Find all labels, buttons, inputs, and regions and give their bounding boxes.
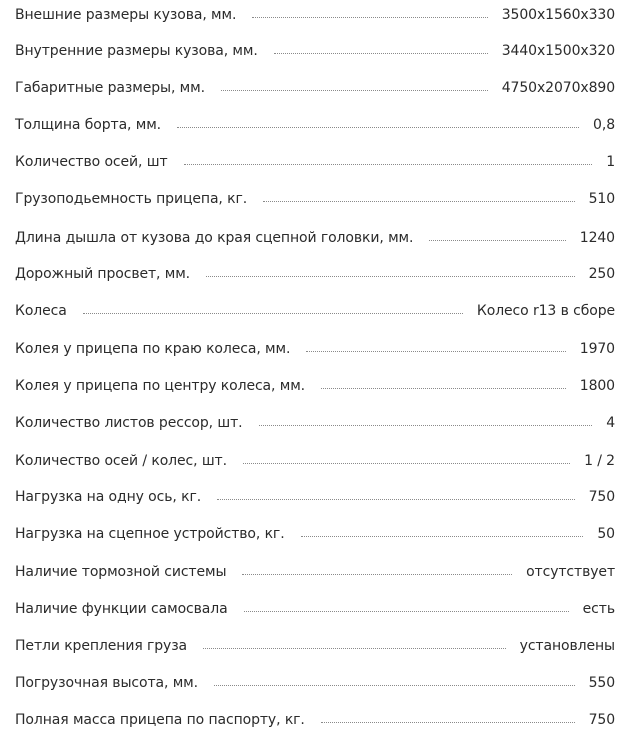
spec-value: 1240 [579,230,615,246]
spec-value: 1970 [579,341,615,357]
spec-row-payload-capacity [15,188,615,210]
spec-row-brake-system [15,561,615,583]
spec-label: Нагрузка на одну ось, кг. [15,489,202,505]
spec-label: Нагрузка на сцепное устройство, кг. [15,526,285,542]
spec-value: 1 / 2 [584,453,615,469]
dotted-leader [263,200,574,202]
spec-label: Дорожный просвет, мм. [15,266,191,282]
spec-row-outer-body-dimensions [15,4,615,26]
dotted-leader [429,239,565,241]
spec-row-spring-leaves [15,412,615,434]
spec-label: Количество листов рессор, шт. [15,415,243,431]
spec-label: Колея у прицепа по центру колеса, мм. [15,378,306,394]
spec-label: Колеса [15,303,67,319]
spec-value: есть [582,601,615,617]
dotted-leader [203,647,506,649]
spec-value: 750 [588,489,615,505]
spec-row-overall-dimensions [15,77,615,99]
spec-value: 1 [606,154,615,170]
spec-value: 750 [588,712,615,728]
dotted-leader [301,535,584,537]
dotted-leader [242,573,512,575]
spec-value: 3440х1500х320 [501,43,615,59]
spec-value: 50 [597,526,615,542]
spec-row-drawbar-length [15,227,615,249]
dotted-leader [274,52,488,54]
dotted-leader [243,462,570,464]
dotted-leader [259,424,593,426]
spec-value: 3500х1560х330 [501,7,615,23]
spec-value: 4 [606,415,615,431]
spec-row-axles-wheels [15,450,615,472]
spec-value: установлены [519,638,615,654]
spec-label: Погрузочная высота, мм. [15,675,198,691]
dotted-leader [321,387,566,389]
spec-label: Габаритные размеры, мм. [15,80,205,96]
spec-row-track-wheel-edge [15,338,615,360]
dotted-leader [252,16,487,18]
dotted-leader [206,275,575,277]
spec-label: Количество осей / колес, шт. [15,453,227,469]
spec-label: Внутренние размеры кузова, мм. [15,43,258,59]
spec-label: Петли крепления груза [15,638,188,654]
spec-row-cargo-loops [15,635,615,657]
dotted-leader [177,126,579,128]
spec-label: Количество осей, шт [15,154,168,170]
dotted-leader [306,350,565,352]
spec-row-coupling-load [15,523,615,545]
spec-row-axle-load [15,486,615,508]
spec-row-track-wheel-center [15,375,615,397]
spec-label: Наличие функции самосвала [15,601,228,617]
dotted-leader [184,163,593,165]
spec-value: Колесо r13 в сборе [476,303,615,319]
spec-label: Длина дышла от кузова до края сцепной головки, мм. [15,230,414,246]
spec-row-ground-clearance [15,263,615,285]
dotted-leader [83,312,463,314]
spec-row-axle-count [15,151,615,173]
spec-value: 4750х2070х890 [501,80,615,96]
spec-value: отсутствует [526,564,615,580]
spec-value: 250 [588,266,615,282]
dotted-leader [217,498,575,500]
spec-row-wheels [15,300,615,322]
specifications-list [15,0,615,740]
spec-label: Наличие тормозной системы [15,564,227,580]
dotted-leader [221,89,488,91]
spec-label: Грузоподьемность прицепа, кг. [15,191,248,207]
spec-value: 510 [588,191,615,207]
spec-row-side-thickness [15,114,615,136]
spec-row-tipper-function [15,598,615,620]
spec-value: 550 [588,675,615,691]
spec-label: Колея у прицепа по краю колеса, мм. [15,341,291,357]
spec-label: Полная масса прицепа по паспорту, кг. [15,712,305,728]
spec-row-loading-height [15,672,615,694]
dotted-leader [214,684,575,686]
spec-row-inner-body-dimensions [15,40,615,62]
dotted-leader [321,721,575,723]
spec-value: 0,8 [593,117,615,133]
spec-row-gross-weight [15,709,615,731]
dotted-leader [244,610,569,612]
spec-label: Внешние размеры кузова, мм. [15,7,237,23]
spec-value: 1800 [579,378,615,394]
spec-label: Толщина борта, мм. [15,117,162,133]
